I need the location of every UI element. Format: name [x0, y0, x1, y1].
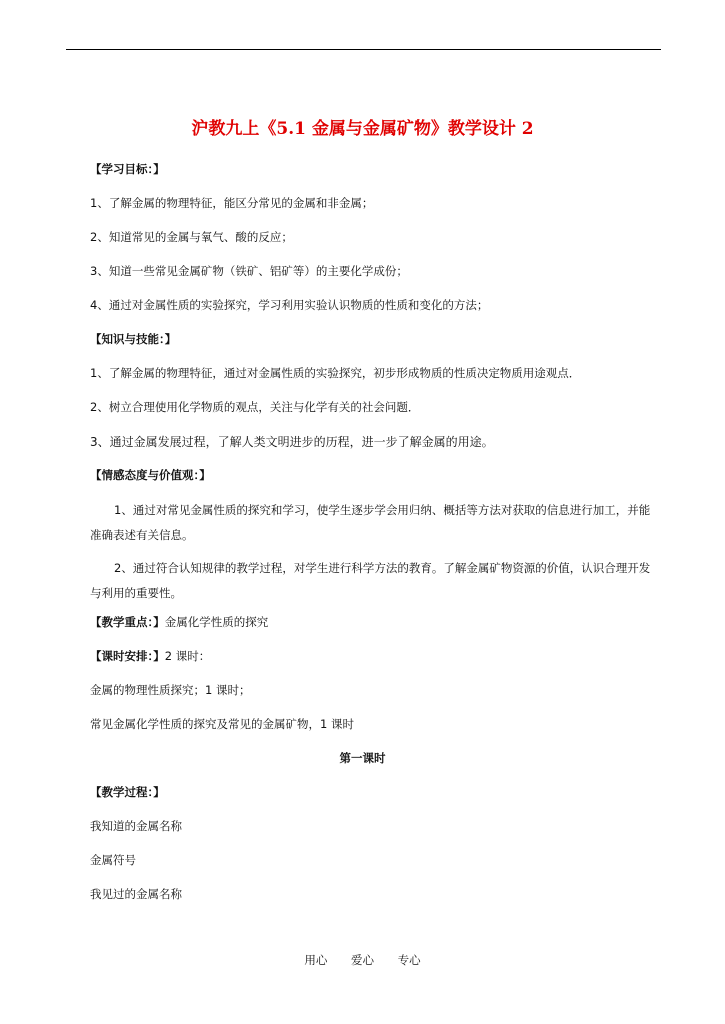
- focus-text: 金属化学性质的探究: [164, 615, 269, 629]
- schedule-label: 【课时安排：】: [90, 649, 165, 663]
- knowledge-heading: 【知识与技能：】: [90, 332, 177, 346]
- attitude-paragraph: 1、通过对常见金属性质的探究和学习，使学生逐步学会用归纳、概括等方法对获取的信息进行加工，并能准确表述有关信息。: [90, 503, 651, 542]
- focus-line: [90, 617, 268, 629]
- process-item: 我知道的金属名称: [90, 819, 182, 833]
- footer-text: 用心: [304, 953, 328, 967]
- footer-text: 专心: [397, 953, 421, 967]
- objective-item: 2、知道常见的金属与氧气、酸的反应；: [90, 230, 293, 244]
- schedule-item: 金属的物理性质探究；1 课时；: [90, 683, 251, 697]
- objectives-heading: 【学习目标：】: [90, 162, 165, 176]
- objective-item: 4、通过对金属性质的实验探究，学习利用实验认识物质的性质和变化的方法；: [90, 298, 489, 312]
- document-title: 沪教九上《5.1 金属与金属矿物》教学设计 2: [191, 119, 534, 139]
- header-rule: [66, 49, 661, 50]
- schedule-line: [90, 651, 210, 663]
- schedule-text: 2 课时：: [164, 649, 211, 663]
- knowledge-item: 3、通过金属发展过程，了解人类文明进步的历程，进一步了解金属的用途。: [90, 435, 494, 449]
- attitude-heading: 【情感态度与价值观：】: [90, 468, 211, 482]
- focus-label: 【教学重点：】: [90, 615, 165, 629]
- page-footer: [0, 952, 725, 968]
- objective-item: 3、知道一些常见金属矿物（铁矿、铝矿等）的主要化学成份；: [90, 264, 408, 278]
- knowledge-item: 1、了解金属的物理特征，通过对金属性质的实验探究，初步形成物质的性质决定物质用途观点．: [90, 366, 581, 380]
- process-heading: 【教学过程：】: [90, 785, 165, 799]
- process-item: 金属符号: [90, 853, 136, 867]
- footer-text: 爱心: [351, 953, 374, 967]
- lesson-heading: 第一课时: [339, 751, 386, 765]
- objective-item: 1、了解金属的物理特征，能区分常见的金属和非金属；: [90, 196, 374, 210]
- knowledge-item: 2、树立合理使用化学物质的观点，关注与化学有关的社会问题．: [90, 400, 420, 414]
- schedule-item: 常见金属化学性质的探究及常见的金属矿物，1 课时: [90, 717, 354, 731]
- attitude-paragraph: 2、通过符合认知规律的教学过程，对学生进行科学方法的教育。了解金属矿物资源的价值，认识合理开发与利用的重要性。: [90, 561, 651, 600]
- process-item: 我见过的金属名称: [90, 887, 182, 901]
